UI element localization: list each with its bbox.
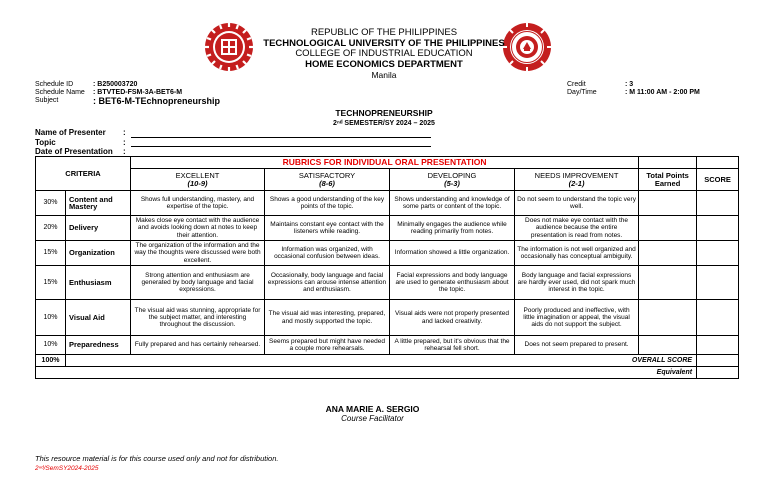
document-title bbox=[0, 108, 768, 128]
presenter-name-label: Name of Presenter bbox=[35, 128, 106, 137]
republic-line: REPUBLIC OF THE PHILIPPINES bbox=[310, 27, 458, 38]
score-header: SCORE bbox=[697, 169, 739, 191]
department-name: HOME ECONOMICS DEPARTMENT bbox=[305, 58, 463, 70]
developing-descriptor: Facial expressions and body language are used to generate enthusiasm about the topic. bbox=[390, 266, 515, 300]
table-row bbox=[36, 241, 739, 266]
presenter-name-field[interactable] bbox=[131, 130, 431, 138]
satisfactory-descriptor: Information was organized, with occasional confusion between ideas. bbox=[265, 241, 390, 266]
total-points-cell[interactable] bbox=[639, 300, 697, 336]
rubric-title: RUBRICS FOR INDIVIDUAL ORAL PRESENTATION bbox=[131, 157, 639, 169]
overall-row bbox=[36, 355, 739, 367]
college-name: COLLEGE OF INDUSTRIAL EDUCATION bbox=[295, 48, 473, 59]
total-points-cell[interactable] bbox=[639, 266, 697, 300]
score-cell[interactable] bbox=[697, 191, 739, 216]
level-range: (5-3) bbox=[444, 178, 460, 188]
schedule-name-value: : BTVTED-FSM-3A-BET6-M bbox=[93, 89, 183, 96]
subject-value: : BET6-M-TEchnopreneurship bbox=[93, 96, 221, 106]
topic-label: Topic bbox=[35, 137, 56, 147]
table-row bbox=[36, 216, 739, 241]
developing-descriptor: Visual aids were not properly presented and lacked creativity. bbox=[390, 300, 515, 336]
criterion-weight: 10% bbox=[36, 300, 66, 336]
blank-header-cell bbox=[697, 157, 739, 169]
score-cell[interactable] bbox=[697, 266, 739, 300]
needs-improvement-descriptor: Does not seem prepared to present. bbox=[515, 336, 639, 355]
score-cell[interactable] bbox=[697, 300, 739, 336]
total-points-cell[interactable] bbox=[639, 241, 697, 266]
excellent-descriptor: The organization of the information and the way the thoughts were discussed were both excellent. bbox=[131, 241, 265, 266]
schedule-info bbox=[35, 81, 220, 105]
satisfactory-descriptor: The visual aid was interesting, prepared, and mostly supported the topic. bbox=[265, 300, 390, 336]
table-row bbox=[36, 336, 739, 355]
criterion-weight: 30% bbox=[36, 191, 66, 216]
satisfactory-descriptor: Seems prepared but might have needed a couple more rehearsals. bbox=[265, 336, 390, 355]
excellent-descriptor: Shows full understanding, mastery, and expertise of the topic. bbox=[131, 191, 265, 216]
level-name: SATISFACTORY bbox=[298, 170, 356, 180]
equivalent-row bbox=[36, 367, 739, 379]
criterion-name: Preparedness bbox=[66, 336, 131, 355]
needs-improvement-descriptor: Do not seem to understand the topic very well. bbox=[515, 191, 639, 216]
blank-header-cell bbox=[639, 157, 697, 169]
level-name: DEVELOPING bbox=[427, 170, 477, 180]
level-satisfactory bbox=[265, 169, 390, 191]
total-points-cell[interactable] bbox=[639, 216, 697, 241]
level-excellent bbox=[131, 169, 265, 191]
satisfactory-descriptor: Shows a good understanding of the key points of the topic. bbox=[265, 191, 390, 216]
excellent-descriptor: Makes close eye contact with the audience and avoids looking down at notes to keep their attention. bbox=[131, 216, 265, 241]
criteria-header: CRITERIA bbox=[36, 157, 131, 191]
excellent-descriptor: The visual aid was stunning, appropriate for the subject matter, and interesting throughout the discussion. bbox=[131, 300, 265, 336]
table-row bbox=[36, 191, 739, 216]
field-colon: : bbox=[123, 147, 126, 156]
level-needs-improvement bbox=[515, 169, 639, 191]
satisfactory-descriptor: Occasionally, body language and facial expressions can arouse intense attention and enthusiasm. bbox=[265, 266, 390, 300]
institution-header bbox=[0, 28, 768, 81]
equivalent-label: Equivalent bbox=[36, 367, 697, 379]
course-title: TECHNOPRENEURSHIP bbox=[335, 108, 433, 118]
topic-field[interactable] bbox=[131, 139, 431, 147]
field-colon: : bbox=[123, 137, 126, 147]
daytime-value: : M 11:00 AM - 2:00 PM bbox=[625, 89, 700, 96]
university-name: TECHNOLOGICAL UNIVERSITY OF THE PHILIPPINES bbox=[263, 37, 505, 49]
facilitator-signature bbox=[0, 404, 745, 424]
table-row bbox=[36, 266, 739, 300]
city-name: Manila bbox=[371, 70, 397, 80]
credit-info bbox=[567, 81, 700, 97]
subject-label: Subject bbox=[35, 97, 59, 104]
schedule-id-value: : B250003720 bbox=[93, 81, 138, 88]
semester-footer: 2ⁿᵈ/SemSY2024-2025 bbox=[35, 465, 99, 472]
date-label: Date of Presentation bbox=[35, 147, 113, 156]
criterion-name: Delivery bbox=[66, 216, 131, 241]
presenter-name-row bbox=[35, 128, 431, 138]
overall-score-cell[interactable] bbox=[697, 355, 739, 367]
distribution-disclaimer: This resource material is for this course used only and not for distribution. bbox=[35, 454, 279, 463]
needs-improvement-descriptor: Does not make eye contact with the audience because the entire presentation is read from notes. bbox=[515, 216, 639, 241]
total-weight: 100% bbox=[36, 355, 66, 367]
criterion-weight: 20% bbox=[36, 216, 66, 241]
score-cell[interactable] bbox=[697, 241, 739, 266]
level-range: (2-1) bbox=[568, 178, 585, 188]
presenter-fields bbox=[35, 128, 431, 157]
score-cell[interactable] bbox=[697, 336, 739, 355]
facilitator-name: ANA MARIE A. SERGIO bbox=[325, 404, 420, 414]
schedule-id-label: Schedule ID bbox=[35, 81, 74, 88]
total-points-header: Total Points Earned bbox=[639, 169, 697, 191]
developing-descriptor: Shows understanding and knowledge of some parts or content of the topic. bbox=[390, 191, 515, 216]
footer-note bbox=[35, 454, 278, 473]
developing-descriptor: Information showed a little organization. bbox=[390, 241, 515, 266]
table-row bbox=[36, 300, 739, 336]
credit-value: : 3 bbox=[625, 81, 634, 88]
level-range: (8-6) bbox=[319, 178, 335, 188]
excellent-descriptor: Strong attention and enthusiasm are generated by body language and facial expressions. bbox=[131, 266, 265, 300]
schedule-name-label: Schedule Name bbox=[35, 89, 85, 96]
overall-score-label: OVERALL SCORE bbox=[66, 355, 697, 367]
criterion-name: Organization bbox=[66, 241, 131, 266]
score-cell[interactable] bbox=[697, 216, 739, 241]
criterion-name: Visual Aid bbox=[66, 300, 131, 336]
level-range: (10-9) bbox=[187, 178, 208, 188]
criterion-name: Content and Mastery bbox=[66, 191, 131, 216]
total-points-cell[interactable] bbox=[639, 191, 697, 216]
needs-improvement-descriptor: The information is not well organized and occasionally has conceptual ambiguity. bbox=[515, 241, 639, 266]
field-colon: : bbox=[123, 128, 126, 137]
rubric-table bbox=[35, 156, 739, 379]
criterion-weight: 15% bbox=[36, 241, 66, 266]
criterion-name: Enthusiasm bbox=[66, 266, 131, 300]
credit-label: Credit bbox=[567, 81, 586, 88]
total-points-cell[interactable] bbox=[639, 336, 697, 355]
satisfactory-descriptor: Maintains constant eye contact with the listeners while reading. bbox=[265, 216, 390, 241]
level-developing bbox=[390, 169, 515, 191]
criterion-weight: 15% bbox=[36, 266, 66, 300]
level-name: EXCELLENT bbox=[175, 170, 220, 180]
topic-row bbox=[35, 138, 431, 148]
equivalent-cell[interactable] bbox=[697, 367, 739, 379]
developing-descriptor: A little prepared, but it's obvious that the rehearsal fell short. bbox=[390, 336, 515, 355]
level-name: NEEDS IMPROVEMENT bbox=[534, 170, 619, 180]
daytime-label: Day/Time bbox=[567, 89, 597, 96]
excellent-descriptor: Fully prepared and has certainly rehearsed. bbox=[131, 336, 265, 355]
semester-line: 2ⁿᵈ SEMESTER/SY 2024 – 2025 bbox=[333, 120, 435, 127]
needs-improvement-descriptor: Poorly produced and ineffective, with little imagination or appeal, the visual aids do not support the subject. bbox=[515, 300, 639, 336]
facilitator-role: Course Facilitator bbox=[341, 414, 404, 423]
criterion-weight: 10% bbox=[36, 336, 66, 355]
developing-descriptor: Minimally engages the audience while reading primarily from notes. bbox=[390, 216, 515, 241]
needs-improvement-descriptor: Body language and facial expressions are hardly ever used, did not spark much interest in the topic. bbox=[515, 266, 639, 300]
